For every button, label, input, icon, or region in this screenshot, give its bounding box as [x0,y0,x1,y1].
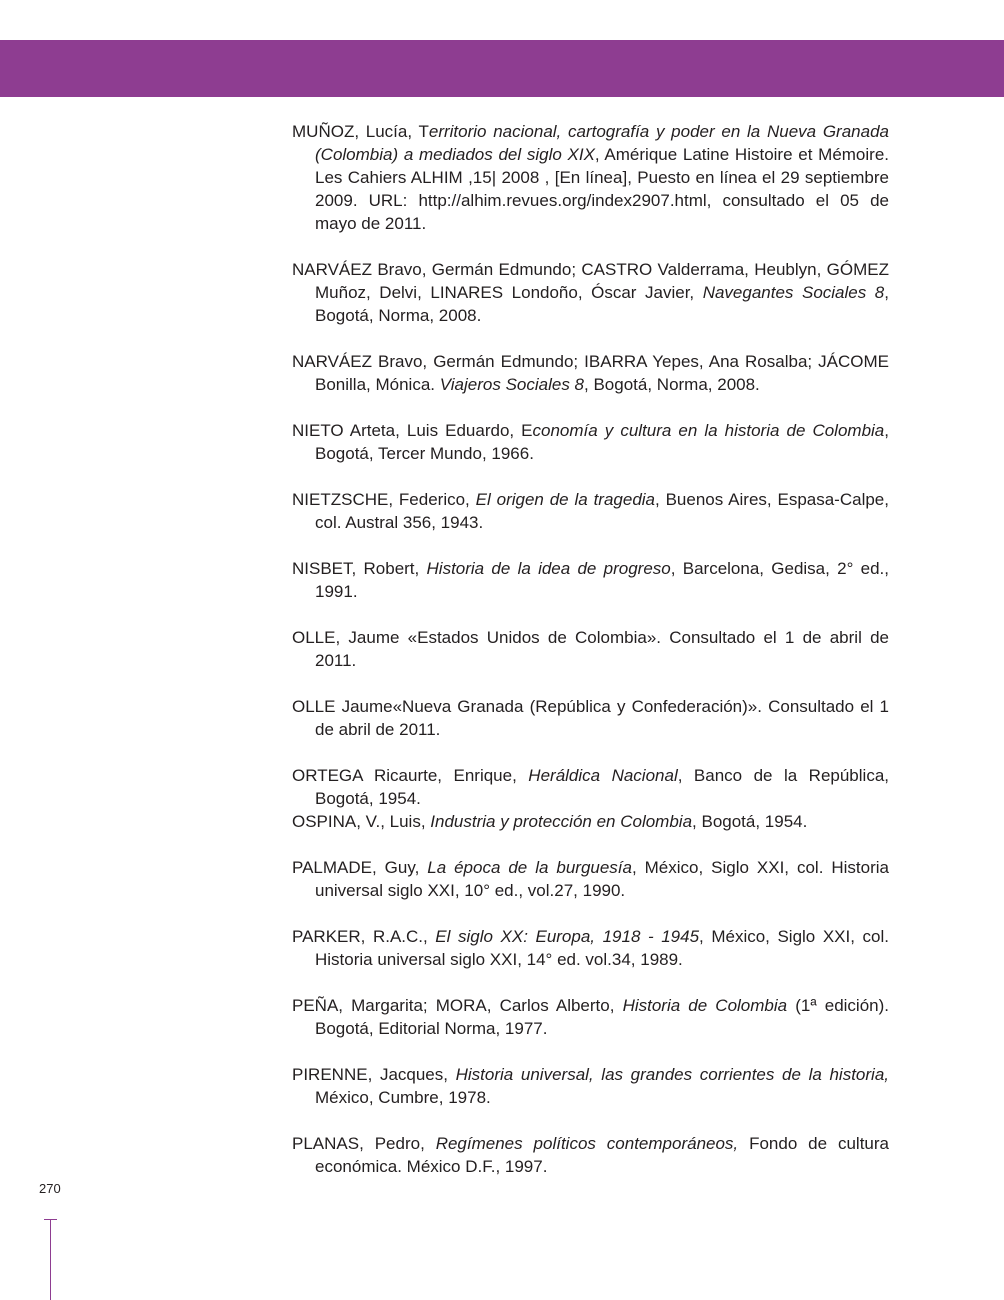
margin-rule [50,1219,51,1300]
entry-title-italic: La época de la burguesía [427,858,632,877]
entry-text: OLLE Jaume«Nueva Granada (República y Confederación)». Consultado el 1 de abril de 2011. [292,697,889,739]
bibliography-entry [292,626,889,672]
bibliography-entry [292,925,889,971]
entry-title-italic: Industria y protección en Colombia [430,812,693,831]
bibliography-entry [292,695,889,741]
entry-text: (1ª edición). Bogotá, Editorial Norma, 1977. [315,996,889,1038]
bibliography-entry [292,856,889,902]
margin-rule-tick [44,1219,57,1220]
entry-text: PIRENNE, Jacques, [292,1065,456,1084]
entry-title-italic: Historia de Colombia [622,996,788,1015]
entry-text: , Banco de la República, Bogotá, 1954. [315,766,889,808]
entry-text: , México, Siglo XXI, col. Historia universal siglo XXI, 10° ed., vol.27, 1990. [315,858,889,900]
entry-text: NIETO Arteta, Luis Eduardo, E [292,421,533,440]
page-number: 270 [39,1181,61,1196]
entry-text: PEÑA, Margarita; MORA, Carlos Alberto, [292,996,623,1015]
bibliography-entry [292,419,889,465]
entry-title-italic: El siglo XX: Europa, 1918 - 1945 [435,927,700,946]
bibliography-entry [292,258,889,327]
entry-text: PARKER, R.A.C., [292,927,436,946]
entry-text: NIETZSCHE, Federico, [292,490,476,509]
entry-title-italic: Historia de la idea de progreso [426,559,671,578]
entry-text: , Amérique Latine Histoire et Mémoire. Les Cahiers ALHIM ,15| 2008 , [En línea], Puesto en línea el 29 septiembre 2009. URL: http://alhim.revues.org/index2907.html, consultado el 05 de mayo de 2011. [315,145,889,233]
entry-text: NARVÁEZ Bravo, Germán Edmundo; CASTRO Valderrama, Heublyn, GÓMEZ Muñoz, Delvi, LINARES Londoño, Óscar Javier, [292,260,889,302]
entry-text: , Barcelona, Gedisa, 2° ed., 1991. [315,559,889,601]
bibliography-entry [292,1063,889,1109]
entry-title-italic: Historia universal, las grandes corrientes de la historia, [455,1065,889,1084]
bibliography-entry [292,994,889,1040]
bibliography-entry [292,350,889,396]
entry-title-italic: conomía y cultura en la historia de Colombia [532,421,885,440]
entry-text: , Bogotá, Norma, 2008. [584,375,760,394]
bibliography-entry [292,120,889,235]
bibliography-entry [292,810,889,833]
bibliography-entry [292,764,889,810]
entry-text: , Bogotá, 1954. [692,812,808,831]
entry-text: MUÑOZ, Lucía, T [292,122,429,141]
entry-title-italic: erritorio nacional, cartografía y poder en la Nueva Granada (Colombia) a mediados del siglo XIX [315,122,889,164]
entry-text: PALMADE, Guy, [292,858,428,877]
entry-title-italic: Viajeros Sociales 8 [439,375,585,394]
entry-text: OSPINA, V., Luis, [292,812,431,831]
entry-text: NISBET, Robert, [292,559,427,578]
entry-text: , Buenos Aires, Espasa-Calpe, col. Austral 356, 1943. [315,490,889,532]
entry-text: ORTEGA Ricaurte, Enrique, [292,766,529,785]
bibliography-entry [292,488,889,534]
entry-title-italic: Heráldica Nacional [528,766,678,785]
header-color-band [0,40,1004,97]
entry-text: PLANAS, Pedro, [292,1134,436,1153]
entry-title-italic: Regímenes políticos contemporáneos, [435,1134,739,1153]
entry-text: , Bogotá, Tercer Mundo, 1966. [315,421,889,463]
entry-text: Fondo de cultura económica. México D.F., 1997. [315,1134,890,1176]
entry-title-italic: El origen de la tragedia [475,490,656,509]
entry-text: , Bogotá, Norma, 2008. [315,283,889,325]
entry-text: OLLE, Jaume «Estados Unidos de Colombia». Consultado el 1 de abril de 2011. [292,628,889,670]
bibliography-entry [292,557,889,603]
entry-text: México, Cumbre, 1978. [315,1088,491,1107]
entry-title-italic: Navegantes Sociales 8 [702,283,885,302]
bibliography-entry [292,1132,889,1178]
entry-text: , México, Siglo XXI, col. Historia universal siglo XXI, 14° ed. vol.34, 1989. [315,927,889,969]
entry-text: NARVÁEZ Bravo, Germán Edmundo; IBARRA Yepes, Ana Rosalba; JÁCOME Bonilla, Mónica. [292,352,889,394]
bibliography-list [292,120,889,1201]
